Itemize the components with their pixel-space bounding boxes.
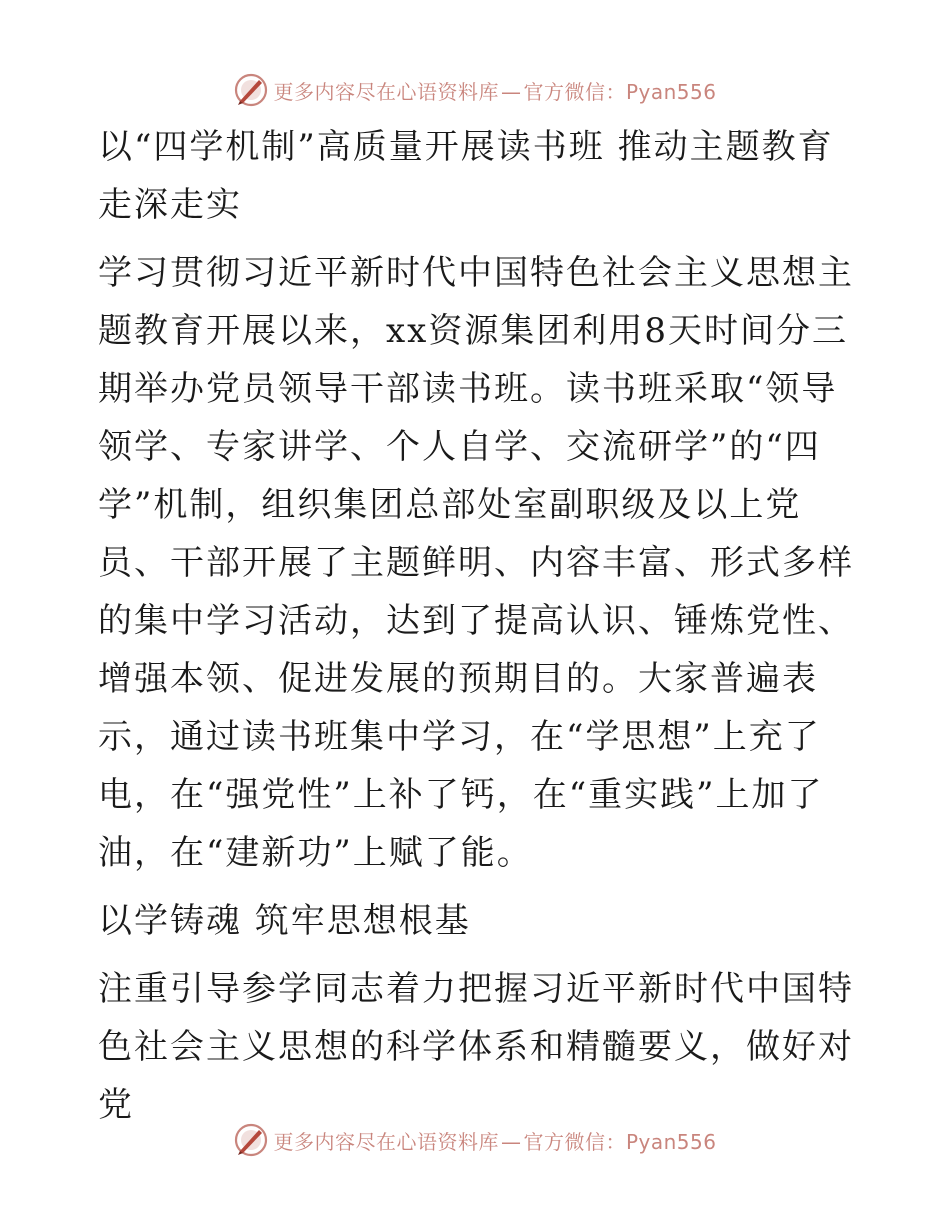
section-paragraph: 注重引导参学同志着力把握习近平新时代中国特色社会主义思想的科学体系和精髓要义，做好对党 — [98, 969, 854, 1125]
body-paragraph: 学习贯彻习近平新时代中国特色社会主义思想主题教育开展以来，xx资源集团利用8天时间分三期举办党员领导干部读书班。读书班采取“领导领学、专家讲学、个人自学、交流研学”的“四学”机制，组织集团总部处室副职级及以上党员、干部开展了主题鲜明、内容丰富、形式多样的集中学习活动，达到了提高认识、锤炼党性、增强本领、促进发展的预期目的。大家普遍表示，通过读书班集中学习，在“学思想”上充了电，在“强党性”上补了钙，在“重实践”上加了油，在“建新功”上赋了能。 — [98, 253, 854, 873]
watermark-banner-bottom — [0, 1118, 950, 1162]
quill-pen-seal-icon — [233, 1122, 269, 1158]
document-title: 以“四学机制”高质量开展读书班 推动主题教育走深走实 — [98, 127, 834, 225]
watermark-text: 更多内容尽在心语资料库 — 官方微信：Pyan556 — [273, 1129, 717, 1154]
section-heading: 以学铸魂 筑牢思想根基 — [98, 901, 471, 941]
document-body — [98, 118, 858, 1144]
watermark-text: 更多内容尽在心语资料库 — 官方微信：Pyan556 — [273, 79, 717, 104]
watermark-banner-top — [0, 68, 950, 112]
quill-pen-seal-icon — [233, 72, 269, 108]
